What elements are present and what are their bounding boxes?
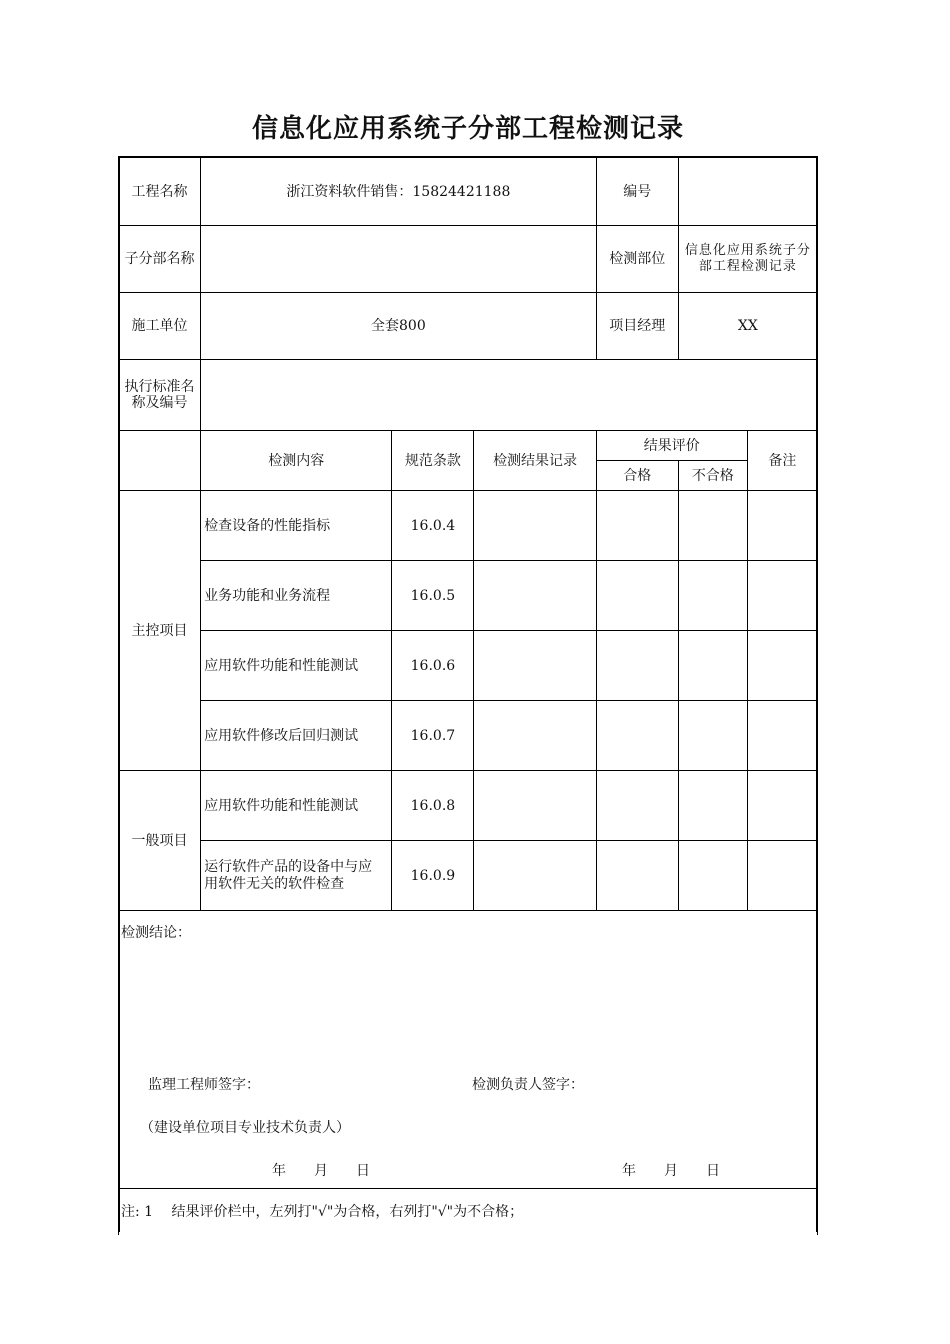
table-row bbox=[119, 771, 818, 841]
conclusion-cell[interactable] bbox=[119, 911, 818, 1189]
item-clause: 16.0.4 bbox=[392, 491, 474, 561]
item-content: 应用软件功能和性能测试 bbox=[201, 631, 392, 701]
table-row bbox=[119, 491, 818, 561]
item-content: 应用软件功能和性能测试 bbox=[201, 771, 392, 841]
remark-cell[interactable] bbox=[747, 491, 817, 561]
sub-division-label: 子分部名称 bbox=[119, 226, 201, 293]
table-row bbox=[119, 561, 818, 631]
table-row bbox=[119, 701, 818, 771]
item-clause: 16.0.7 bbox=[392, 701, 474, 771]
col-clause-header: 规范条款 bbox=[392, 431, 474, 491]
number-label: 编号 bbox=[596, 158, 678, 226]
col-remark-header: 备注 bbox=[747, 431, 817, 491]
result-record-cell[interactable] bbox=[474, 841, 596, 911]
result-record-cell[interactable] bbox=[474, 491, 596, 561]
conclusion-row bbox=[119, 911, 818, 1189]
main-group-label: 主控项目 bbox=[119, 491, 201, 771]
fail-cell[interactable] bbox=[678, 841, 747, 911]
item-clause: 16.0.6 bbox=[392, 631, 474, 701]
number-value[interactable] bbox=[678, 158, 817, 226]
sub-division-value[interactable] bbox=[201, 226, 597, 293]
general-group-label: 一般项目 bbox=[119, 771, 201, 911]
standard-value[interactable] bbox=[201, 360, 818, 431]
item-content: 业务功能和业务流程 bbox=[201, 561, 392, 631]
supervisor-note: （建设单位项目专业技术负责人） bbox=[140, 1120, 350, 1136]
note-text: 注: 1 结果评价栏中，左列打"√"为合格，右列打"√"为不合格； bbox=[119, 1189, 818, 1235]
fail-cell[interactable] bbox=[678, 631, 747, 701]
inspection-table bbox=[118, 157, 818, 1235]
blank-header-cell bbox=[119, 431, 201, 491]
table-row bbox=[119, 631, 818, 701]
project-name-value[interactable]: 浙江资料软件销售：15824421188 bbox=[201, 158, 597, 226]
col-result-record-header: 检测结果记录 bbox=[474, 431, 596, 491]
remark-cell[interactable] bbox=[747, 841, 817, 911]
contractor-label: 施工单位 bbox=[119, 293, 201, 360]
fail-cell[interactable] bbox=[678, 701, 747, 771]
col-pass-header: 合格 bbox=[596, 461, 678, 491]
pass-cell[interactable] bbox=[596, 631, 678, 701]
row-sub-division bbox=[119, 226, 818, 293]
col-evaluation-header: 结果评价 bbox=[596, 431, 747, 461]
inspector-sign-label: 检测负责人签字： bbox=[472, 1077, 584, 1093]
result-record-cell[interactable] bbox=[474, 561, 596, 631]
page-title: 信息化应用系统子分部工程检测记录 bbox=[251, 114, 684, 144]
fail-cell[interactable] bbox=[678, 491, 747, 561]
row-project-name bbox=[119, 158, 818, 226]
pass-cell[interactable] bbox=[596, 561, 678, 631]
item-content: 应用软件修改后回归测试 bbox=[201, 701, 392, 771]
row-standard bbox=[119, 360, 818, 431]
manager-value[interactable]: XX bbox=[678, 293, 817, 360]
contractor-value[interactable]: 全套800 bbox=[201, 293, 597, 360]
remark-cell[interactable] bbox=[747, 701, 817, 771]
result-record-cell[interactable] bbox=[474, 771, 596, 841]
pass-cell[interactable] bbox=[596, 701, 678, 771]
item-content: 检查设备的性能指标 bbox=[201, 491, 392, 561]
pass-cell[interactable] bbox=[596, 491, 678, 561]
remark-cell[interactable] bbox=[747, 561, 817, 631]
col-fail-header: 不合格 bbox=[678, 461, 747, 491]
col-content-header: 检测内容 bbox=[201, 431, 392, 491]
result-record-cell[interactable] bbox=[474, 701, 596, 771]
fail-cell[interactable] bbox=[678, 561, 747, 631]
pass-cell[interactable] bbox=[596, 841, 678, 911]
table-row bbox=[119, 841, 818, 911]
remark-cell[interactable] bbox=[747, 631, 817, 701]
result-record-cell[interactable] bbox=[474, 631, 596, 701]
date-left[interactable]: 年 月 日 bbox=[272, 1163, 370, 1179]
item-clause: 16.0.8 bbox=[392, 771, 474, 841]
pass-cell[interactable] bbox=[596, 771, 678, 841]
date-right[interactable]: 年 月 日 bbox=[622, 1163, 720, 1179]
standard-label: 执行标准名称及编号 bbox=[119, 360, 201, 431]
project-name-label: 工程名称 bbox=[119, 158, 201, 226]
conclusion-label: 检测结论： bbox=[121, 925, 191, 941]
row-contractor bbox=[119, 293, 818, 360]
item-clause: 16.0.9 bbox=[392, 841, 474, 911]
row-column-header-1 bbox=[119, 431, 818, 461]
item-clause: 16.0.5 bbox=[392, 561, 474, 631]
fail-cell[interactable] bbox=[678, 771, 747, 841]
supervisor-sign-label: 监理工程师签字： bbox=[148, 1077, 260, 1093]
inspect-location-label: 检测部位 bbox=[596, 226, 678, 293]
note-row bbox=[119, 1189, 818, 1235]
inspect-location-value[interactable]: 信息化应用系统子分部工程检测记录 bbox=[678, 226, 817, 293]
manager-label: 项目经理 bbox=[596, 293, 678, 360]
item-content: 运行软件产品的设备中与应 用软件无关的软件检查 bbox=[201, 841, 392, 911]
remark-cell[interactable] bbox=[747, 771, 817, 841]
